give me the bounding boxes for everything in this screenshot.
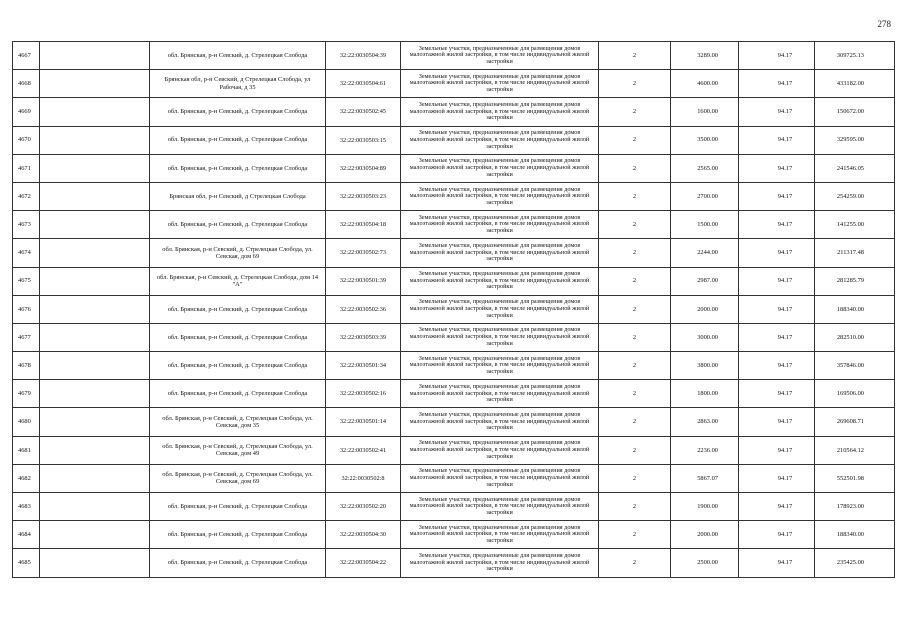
row-number: 4667 <box>13 42 40 70</box>
row-spacer <box>40 352 150 380</box>
row-spacer <box>40 436 150 464</box>
cadastral-number-cell: 32:22:0030504:39 <box>326 42 401 70</box>
table-body <box>13 42 895 578</box>
cadastral-number-cell: 32:22:0030503:23 <box>326 182 401 210</box>
cadastral-number-cell: 32:22:0030504:30 <box>326 521 401 549</box>
address-cell: обл. Брянская, р-н Севский, д. Стрелецкая Слобода, ул. Севская, дом 69 <box>150 239 326 267</box>
rate-cell: 94.17 <box>739 436 815 464</box>
row-number: 4675 <box>13 267 40 295</box>
cadastral-cost-cell: 433182.00 <box>815 70 895 98</box>
area-cell: 1800.00 <box>671 380 739 408</box>
category-cell: 2 <box>599 126 671 154</box>
cadastral-cost-cell: 169506.00 <box>815 380 895 408</box>
table-row <box>13 436 895 464</box>
table-row <box>13 521 895 549</box>
area-cell: 1900.00 <box>671 493 739 521</box>
category-cell: 2 <box>599 70 671 98</box>
area-cell: 2863.00 <box>671 408 739 436</box>
land-use-cell: Земельные участки, предназначенные для размещения домов малоэтажной жилой застройки, в том числе индивидуальной жилой застройки <box>401 154 599 182</box>
row-spacer <box>40 521 150 549</box>
area-cell: 3000.00 <box>671 323 739 351</box>
row-number: 4682 <box>13 464 40 492</box>
category-cell: 2 <box>599 464 671 492</box>
cadastral-cost-cell: 269608.71 <box>815 408 895 436</box>
cadastral-number-cell: 32:22:0030502:20 <box>326 493 401 521</box>
cadastral-cost-cell: 178923.00 <box>815 493 895 521</box>
table-row <box>13 126 895 154</box>
address-cell: обл. Брянская, р-н Севский, д. Стрелецкая Слобода <box>150 493 326 521</box>
category-cell: 2 <box>599 493 671 521</box>
area-cell: 2244.00 <box>671 239 739 267</box>
cadastral-number-cell: 32:22:0030501:34 <box>326 352 401 380</box>
rate-cell: 94.17 <box>739 267 815 295</box>
address-cell: обл. Брянская, р-н Севский, д. Стрелецкая Слобода <box>150 126 326 154</box>
cadastral-number-cell: 32:22:0030502:45 <box>326 98 401 126</box>
cadastral-number-cell: 32:22:0030503:39 <box>326 323 401 351</box>
land-use-cell: Земельные участки, предназначенные для размещения домов малоэтажной жилой застройки, в том числе индивидуальной жилой застройки <box>401 126 599 154</box>
land-use-cell: Земельные участки, предназначенные для размещения домов малоэтажной жилой застройки, в том числе индивидуальной жилой застройки <box>401 70 599 98</box>
area-cell: 2700.00 <box>671 182 739 210</box>
rate-cell: 94.17 <box>739 464 815 492</box>
table-row <box>13 408 895 436</box>
table-row <box>13 239 895 267</box>
land-use-cell: Земельные участки, предназначенные для размещения домов малоэтажной жилой застройки, в том числе индивидуальной жилой застройки <box>401 493 599 521</box>
land-use-cell: Земельные участки, предназначенные для размещения домов малоэтажной жилой застройки, в том числе индивидуальной жилой застройки <box>401 42 599 70</box>
rate-cell: 94.17 <box>739 182 815 210</box>
cadastral-cost-cell: 329595.00 <box>815 126 895 154</box>
cadastral-cost-cell: 188340.00 <box>815 295 895 323</box>
area-cell: 3800.00 <box>671 352 739 380</box>
table-row <box>13 464 895 492</box>
rate-cell: 94.17 <box>739 380 815 408</box>
row-number: 4669 <box>13 98 40 126</box>
category-cell: 2 <box>599 239 671 267</box>
table-row <box>13 493 895 521</box>
rate-cell: 94.17 <box>739 493 815 521</box>
category-cell: 2 <box>599 436 671 464</box>
rate-cell: 94.17 <box>739 521 815 549</box>
row-spacer <box>40 126 150 154</box>
address-cell: обл. Брянская, р-н Севский, д. Стрелецкая Слобода, дом 14 "А" <box>150 267 326 295</box>
category-cell: 2 <box>599 521 671 549</box>
row-number: 4685 <box>13 549 40 577</box>
cadastral-cost-cell: 235425.00 <box>815 549 895 577</box>
row-spacer <box>40 42 150 70</box>
address-cell: обл. Брянская, р-н Севский, д. Стрелецкая Слобода <box>150 211 326 239</box>
address-cell: обл. Брянская, р-н Севский, д. Стрелецкая Слобода <box>150 549 326 577</box>
table-row <box>13 380 895 408</box>
land-use-cell: Земельные участки, предназначенные для размещения домов малоэтажной жилой застройки, в том числе индивидуальной жилой застройки <box>401 323 599 351</box>
area-cell: 2000.00 <box>671 521 739 549</box>
rate-cell: 94.17 <box>739 323 815 351</box>
row-spacer <box>40 182 150 210</box>
row-number: 4683 <box>13 493 40 521</box>
category-cell: 2 <box>599 295 671 323</box>
cadastral-cost-cell: 141255.00 <box>815 211 895 239</box>
address-cell: обл. Брянская, р-н Севский, д. Стрелецкая Слобода <box>150 323 326 351</box>
cadastral-number-cell: 32:22:0030502:41 <box>326 436 401 464</box>
area-cell: 4600.00 <box>671 70 739 98</box>
cadastral-cost-cell: 254259.00 <box>815 182 895 210</box>
address-cell: обл. Брянская, р-н Севский, д. Стрелецкая Слобода, ул. Севская, дом 49 <box>150 436 326 464</box>
cadastral-cost-cell: 210564.12 <box>815 436 895 464</box>
table-row <box>13 295 895 323</box>
category-cell: 2 <box>599 154 671 182</box>
area-cell: 2236.00 <box>671 436 739 464</box>
cadastral-number-cell: 32:22:0030503:15 <box>326 126 401 154</box>
page-number: 278 <box>877 19 891 29</box>
category-cell: 2 <box>599 352 671 380</box>
table-row <box>13 267 895 295</box>
table-row <box>13 549 895 577</box>
rate-cell: 94.17 <box>739 295 815 323</box>
rate-cell: 94.17 <box>739 352 815 380</box>
address-cell: Брянская обл, р-н Севский, д Стрелецкая Слобода, ул Рабочая, д 35 <box>150 70 326 98</box>
land-use-cell: Земельные участки, предназначенные для размещения домов малоэтажной жилой застройки, в том числе индивидуальной жилой застройки <box>401 464 599 492</box>
row-number: 4673 <box>13 211 40 239</box>
category-cell: 2 <box>599 549 671 577</box>
cadastral-cost-cell: 241546.05 <box>815 154 895 182</box>
area-cell: 2000.00 <box>671 295 739 323</box>
rate-cell: 94.17 <box>739 211 815 239</box>
land-use-cell: Земельные участки, предназначенные для размещения домов малоэтажной жилой застройки, в том числе индивидуальной жилой застройки <box>401 98 599 126</box>
cadastral-number-cell: 32:22:0030504:18 <box>326 211 401 239</box>
category-cell: 2 <box>599 98 671 126</box>
address-cell: обл. Брянская, р-н Севский, д. Стрелецкая Слобода <box>150 295 326 323</box>
row-number: 4676 <box>13 295 40 323</box>
row-number: 4670 <box>13 126 40 154</box>
rate-cell: 94.17 <box>739 408 815 436</box>
cadastral-number-cell: 32:22:0030502:8 <box>326 464 401 492</box>
rate-cell: 94.17 <box>739 98 815 126</box>
row-spacer <box>40 380 150 408</box>
land-use-cell: Земельные участки, предназначенные для размещения домов малоэтажной жилой застройки, в том числе индивидуальной жилой застройки <box>401 182 599 210</box>
rate-cell: 94.17 <box>739 126 815 154</box>
row-spacer <box>40 493 150 521</box>
rate-cell: 94.17 <box>739 70 815 98</box>
row-spacer <box>40 267 150 295</box>
category-cell: 2 <box>599 408 671 436</box>
cadastral-number-cell: 32:22:0030501:39 <box>326 267 401 295</box>
address-cell: обл. Брянская, р-н Севский, д. Стрелецкая Слобода, ул. Севская, дом 35 <box>150 408 326 436</box>
address-cell: обл. Брянская, р-н Севский, д. Стрелецкая Слобода <box>150 154 326 182</box>
address-cell: обл. Брянская, р-н Севский, д. Стрелецкая Слобода, ул. Севская, дом 69 <box>150 464 326 492</box>
category-cell: 2 <box>599 42 671 70</box>
area-cell: 2987.00 <box>671 267 739 295</box>
land-use-cell: Земельные участки, предназначенные для размещения домов малоэтажной жилой застройки, в том числе индивидуальной жилой застройки <box>401 295 599 323</box>
table-row <box>13 42 895 70</box>
row-number: 4674 <box>13 239 40 267</box>
table-row <box>13 98 895 126</box>
table-row <box>13 154 895 182</box>
table-row <box>13 323 895 351</box>
rate-cell: 94.17 <box>739 154 815 182</box>
land-use-cell: Земельные участки, предназначенные для размещения домов малоэтажной жилой застройки, в том числе индивидуальной жилой застройки <box>401 211 599 239</box>
category-cell: 2 <box>599 267 671 295</box>
row-number: 4672 <box>13 182 40 210</box>
land-use-cell: Земельные участки, предназначенные для размещения домов малоэтажной жилой застройки, в том числе индивидуальной жилой застройки <box>401 408 599 436</box>
area-cell: 3289.00 <box>671 42 739 70</box>
table-row <box>13 211 895 239</box>
cadastral-number-cell: 32:22:0030502:36 <box>326 295 401 323</box>
category-cell: 2 <box>599 182 671 210</box>
cadastral-number-cell: 32:22:0030502:16 <box>326 380 401 408</box>
address-cell: обл. Брянская, р-н Севский, д. Стрелецкая Слобода <box>150 98 326 126</box>
area-cell: 2500.00 <box>671 549 739 577</box>
cadastral-number-cell: 32:22:0030502:73 <box>326 239 401 267</box>
cadastral-table <box>12 41 895 578</box>
row-spacer <box>40 295 150 323</box>
row-spacer <box>40 408 150 436</box>
address-cell: обл. Брянская, р-н Севский, д. Стрелецкая Слобода <box>150 521 326 549</box>
row-spacer <box>40 98 150 126</box>
cadastral-cost-cell: 211317.48 <box>815 239 895 267</box>
cadastral-table-container <box>12 41 894 578</box>
row-spacer <box>40 211 150 239</box>
row-number: 4681 <box>13 436 40 464</box>
row-spacer <box>40 549 150 577</box>
land-use-cell: Земельные участки, предназначенные для размещения домов малоэтажной жилой застройки, в том числе индивидуальной жилой застройки <box>401 239 599 267</box>
row-number: 4679 <box>13 380 40 408</box>
row-spacer <box>40 154 150 182</box>
rate-cell: 94.17 <box>739 549 815 577</box>
land-use-cell: Земельные участки, предназначенные для размещения домов малоэтажной жилой застройки, в том числе индивидуальной жилой застройки <box>401 352 599 380</box>
land-use-cell: Земельные участки, предназначенные для размещения домов малоэтажной жилой застройки, в том числе индивидуальной жилой застройки <box>401 267 599 295</box>
row-spacer <box>40 239 150 267</box>
land-use-cell: Земельные участки, предназначенные для размещения домов малоэтажной жилой застройки, в том числе индивидуальной жилой застройки <box>401 380 599 408</box>
cadastral-cost-cell: 281285.79 <box>815 267 895 295</box>
area-cell: 5867.07 <box>671 464 739 492</box>
rate-cell: 94.17 <box>739 239 815 267</box>
row-number: 4678 <box>13 352 40 380</box>
cadastral-number-cell: 32:22:0030501:14 <box>326 408 401 436</box>
category-cell: 2 <box>599 211 671 239</box>
table-row <box>13 352 895 380</box>
category-cell: 2 <box>599 380 671 408</box>
cadastral-number-cell: 32:22:0030504:89 <box>326 154 401 182</box>
table-row <box>13 182 895 210</box>
row-spacer <box>40 70 150 98</box>
area-cell: 1500.00 <box>671 211 739 239</box>
cadastral-cost-cell: 188340.00 <box>815 521 895 549</box>
row-number: 4668 <box>13 70 40 98</box>
cadastral-cost-cell: 309725.13 <box>815 42 895 70</box>
land-use-cell: Земельные участки, предназначенные для размещения домов малоэтажной жилой застройки, в том числе индивидуальной жилой застройки <box>401 549 599 577</box>
cadastral-cost-cell: 357846.00 <box>815 352 895 380</box>
address-cell: обл. Брянская, р-н Севский, д. Стрелецкая Слобода <box>150 42 326 70</box>
cadastral-cost-cell: 282510.00 <box>815 323 895 351</box>
land-use-cell: Земельные участки, предназначенные для размещения домов малоэтажной жилой застройки, в том числе индивидуальной жилой застройки <box>401 436 599 464</box>
category-cell: 2 <box>599 323 671 351</box>
area-cell: 3500.00 <box>671 126 739 154</box>
land-use-cell: Земельные участки, предназначенные для размещения домов малоэтажной жилой застройки, в том числе индивидуальной жилой застройки <box>401 521 599 549</box>
address-cell: обл. Брянская, р-н Севский, д. Стрелецкая Слобода <box>150 380 326 408</box>
address-cell: обл. Брянская, р-н Севский, д. Стрелецкая Слобода <box>150 352 326 380</box>
cadastral-number-cell: 32:22:0030504:61 <box>326 70 401 98</box>
row-spacer <box>40 323 150 351</box>
row-spacer <box>40 464 150 492</box>
table-row <box>13 70 895 98</box>
address-cell: Брянская обл, р-н Севский, д Стрелецкая Слобода <box>150 182 326 210</box>
cadastral-cost-cell: 150672.00 <box>815 98 895 126</box>
row-number: 4671 <box>13 154 40 182</box>
row-number: 4684 <box>13 521 40 549</box>
cadastral-cost-cell: 552501.98 <box>815 464 895 492</box>
row-number: 4680 <box>13 408 40 436</box>
area-cell: 2565.00 <box>671 154 739 182</box>
cadastral-number-cell: 32:22:0030504:22 <box>326 549 401 577</box>
row-number: 4677 <box>13 323 40 351</box>
rate-cell: 94.17 <box>739 42 815 70</box>
area-cell: 1600.00 <box>671 98 739 126</box>
